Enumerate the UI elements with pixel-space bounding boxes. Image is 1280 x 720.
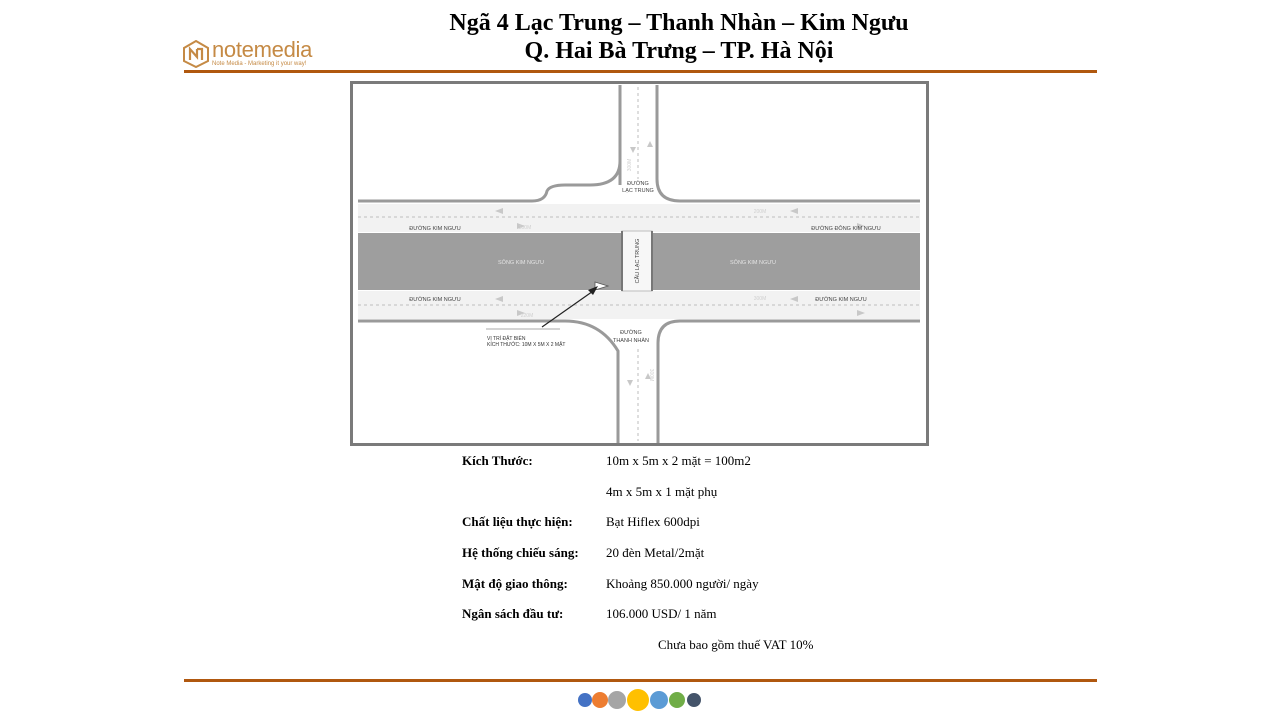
road-label-lac-trung-2: LẠC TRUNG bbox=[622, 188, 654, 194]
billboard-size-label: KÍCH THƯỚC: 10M X 5M X 2 MẶT bbox=[487, 342, 566, 348]
spec-value: 4m x 5m x 1 mặt phụ bbox=[606, 484, 718, 499]
logo bbox=[183, 38, 323, 72]
intersection-map bbox=[350, 81, 929, 446]
vat-note: Chưa bao gồm thuế VAT 10% bbox=[658, 637, 814, 652]
header-divider bbox=[184, 70, 1097, 73]
footer-dot bbox=[592, 692, 608, 708]
distance-top-vertical: 300M bbox=[627, 158, 633, 172]
footer-dot bbox=[687, 693, 701, 707]
spec-value: Khoảng 850.000 người/ ngày bbox=[606, 576, 759, 591]
logo-wordmark: notemedia bbox=[212, 37, 313, 62]
river-label-right: SÔNG KIM NGƯU bbox=[730, 260, 776, 266]
page-subtitle: Q. Hai Bà Trưng – TP. Hà Nội bbox=[524, 38, 834, 64]
spec-label: Ngân sách đầu tư: bbox=[462, 606, 564, 621]
distance-bottom-vertical: 300M bbox=[648, 368, 654, 382]
footer-dots bbox=[578, 688, 708, 712]
footer-divider bbox=[184, 679, 1097, 682]
spec-label: Kích Thước: bbox=[462, 453, 533, 468]
distance-bottom-left: 220M bbox=[520, 313, 534, 319]
distance-bottom-right: 300M bbox=[753, 296, 767, 302]
distance-top-right: 200M bbox=[753, 209, 767, 215]
spec-label: Mật độ giao thông: bbox=[462, 576, 568, 591]
river-label-left: SÔNG KIM NGƯU bbox=[498, 260, 544, 266]
spec-label: Chất liệu thực hiện: bbox=[462, 514, 573, 529]
distance-top-left: 300M bbox=[518, 225, 532, 231]
spec-value: 106.000 USD/ 1 năm bbox=[606, 606, 717, 621]
spec-label: Hệ thống chiếu sáng: bbox=[462, 545, 579, 560]
spec-value: 20 đèn Metal/2mặt bbox=[606, 545, 705, 560]
road-label-lac-trung-1: ĐƯỜNG bbox=[627, 181, 649, 187]
page-title: Ngã 4 Lạc Trung – Thanh Nhàn – Kim Ngưu bbox=[449, 10, 909, 36]
road-label-dong-kim-nguu: ĐƯỜNG ĐÔNG KIM NGƯU bbox=[811, 226, 881, 232]
road-label-thanh-nhan-1: ĐƯỜNG bbox=[620, 330, 642, 336]
footer-dot bbox=[608, 691, 626, 709]
billboard-position-label: VỊ TRÍ ĐẶT BIỂN bbox=[487, 336, 526, 342]
road-label-kim-nguu-bottom-right: ĐƯỜNG KIM NGƯU bbox=[815, 297, 867, 303]
bridge-label: CẦU LẠC TRUNG bbox=[635, 238, 641, 284]
footer-dot bbox=[650, 691, 668, 709]
spec-value: 10m x 5m x 2 mặt = 100m2 bbox=[606, 453, 751, 468]
logo-tagline: Note Media - Marketing it your way! bbox=[212, 61, 307, 67]
footer-dot bbox=[627, 689, 649, 711]
footer-dot bbox=[578, 693, 592, 707]
spec-value: Bạt Hiflex 600dpi bbox=[606, 514, 700, 529]
road-label-kim-nguu-top-left: ĐƯỜNG KIM NGƯU bbox=[409, 226, 461, 232]
road-label-thanh-nhan-2: THANH NHÀN bbox=[612, 338, 650, 344]
footer-dot bbox=[669, 692, 685, 708]
road-label-kim-nguu-bottom-left: ĐƯỜNG KIM NGƯU bbox=[409, 297, 461, 303]
logo-mark-icon bbox=[183, 40, 209, 68]
